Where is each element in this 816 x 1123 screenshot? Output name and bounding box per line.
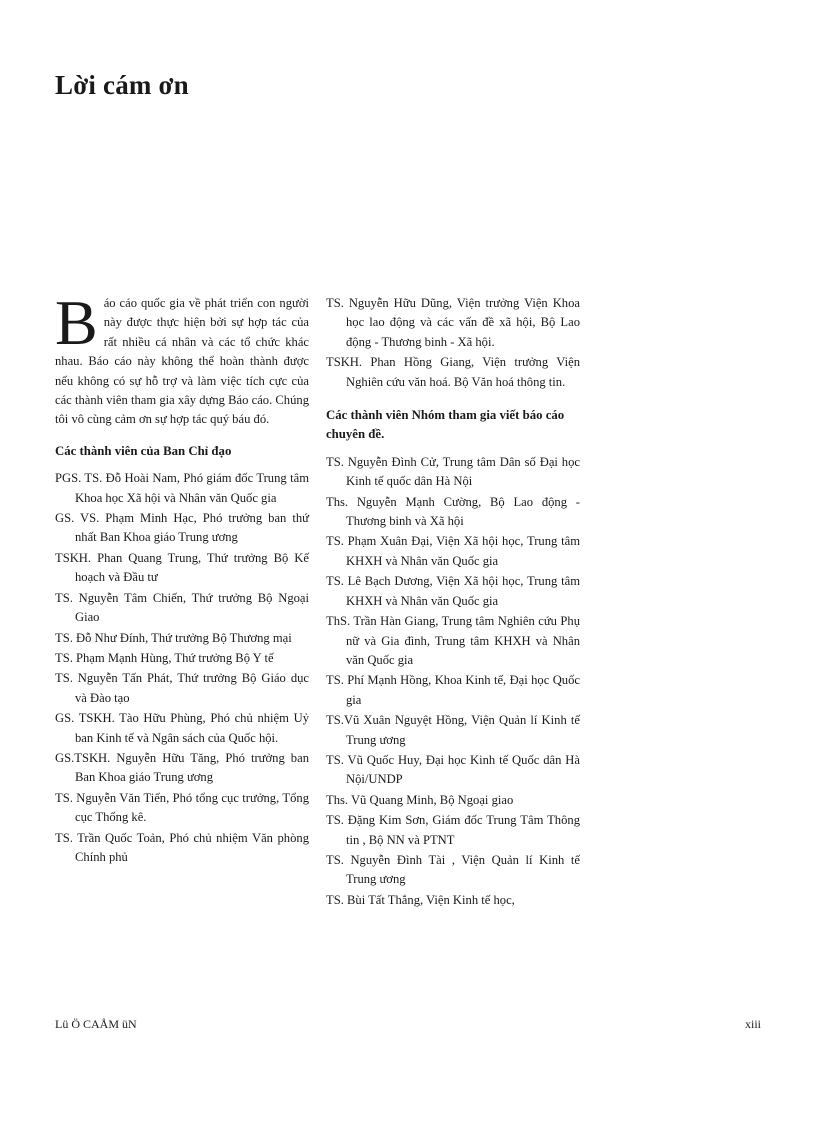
list-item: TS. Nguyễn Văn Tiến, Phó tổng cục trưởng, Tổng cục Thống kê. <box>55 790 309 825</box>
list-item: TS. Nguyễn Đình Tài , Viện Quản lí Kinh tế Trung ương <box>326 852 580 887</box>
list-item: TS. Phạm Xuân Đại, Viện Xã hội học, Trung tâm KHXH và Nhân văn Quốc gia <box>326 534 580 568</box>
steering-list-continued <box>326 294 580 392</box>
list-item: Ths. Nguyễn Mạnh Cường, Bộ Lao động - Thương binh và Xã hội <box>326 494 580 529</box>
steering-heading: Các thành viên của Ban Chỉ đạo <box>55 443 232 458</box>
page-title: Lời cám ơn <box>55 70 189 100</box>
steering-list <box>55 469 309 867</box>
list-item: TS. Lê Bạch Dương, Viện Xã hội học, Trung tâm KHXH và Nhân văn Quốc gia <box>326 574 580 608</box>
list-item: TS. Vũ Quốc Huy, Đại học Kinh tế Quốc dân Hà Nội/UNDP <box>326 752 580 787</box>
running-footer: Lü Ö CAÅM üN <box>55 1017 137 1031</box>
list-item: TS. Nguyễn Tấn Phát, Thứ trưởng Bộ Giáo dục và Đào tạo <box>55 671 309 705</box>
list-item: Ths. Vũ Quang Minh, Bộ Ngoại giao <box>326 792 514 807</box>
list-item: TSKH. Phan Quang Trung, Thứ trưởng Bộ Kế hoạch và Đầu tư <box>55 550 309 585</box>
list-item: TS.Vũ Xuân Nguyệt Hồng, Viện Quản lí Kinh tế Trung ương <box>326 713 580 747</box>
list-item: TS. Phạm Mạnh Hùng, Thứ trưởng Bộ Y tế <box>55 650 274 665</box>
writers-list <box>326 453 580 910</box>
page-number: xiii <box>744 1017 761 1031</box>
drop-cap: B <box>55 287 98 358</box>
list-item: GS. VS. Phạm Minh Hạc, Phó trưởng ban thứ nhất Ban Khoa giáo Trung ương <box>55 511 309 545</box>
list-item: TS. Bùi Tất Thắng, Viện Kinh tế học, <box>326 892 515 907</box>
list-item: TS. Phí Mạnh Hồng, Khoa Kinh tế, Đại học Quốc gia <box>326 673 580 707</box>
list-item: TSKH. Phan Hồng Giang, Viện trưởng Viện Nghiên cứu văn hoá. Bộ Văn hoá thông tin. <box>326 355 580 389</box>
list-item: TS. Nguyễn Đình Cử, Trung tâm Dân số Đại học Kinh tế quốc dân Hà Nội <box>326 454 580 489</box>
list-item: GS.TSKH. Nguyễn Hữu Tăng, Phó trưởng ban Ban Khoa giáo Trung ương <box>55 750 309 785</box>
list-item: ThS. Trần Hàn Giang, Trung tâm Nghiên cứu Phụ nữ và Gia đình, Trung tâm KHXH và Nhân văn Quốc gia <box>326 614 580 667</box>
list-item: GS. TSKH. Tào Hữu Phùng, Phó chủ nhiệm Uỷ ban Kinh tế và Ngân sách của Quốc hội. <box>55 711 309 745</box>
list-item: TS. Đặng Kim Sơn, Giám đốc Trung Tâm Thông tin , Bộ NN và PTNT <box>326 813 580 847</box>
right-column <box>326 294 580 911</box>
list-item: TS. Trần Quốc Toản, Phó chủ nhiệm Văn phòng Chính phủ <box>55 830 309 864</box>
list-item: TS. Đỗ Như Đính, Thứ trưởng Bộ Thương mại <box>55 630 292 645</box>
writers-heading: Các thành viên Nhóm tham gia viết báo cáo chuyên đề. <box>326 408 565 442</box>
left-column <box>55 287 309 868</box>
list-item: TS. Nguyễn Hữu Dũng, Viện trưởng Viện Khoa học lao động và các vấn đề xã hội, Bộ Lao động - Thương binh - Xã hội. <box>326 296 580 349</box>
list-item: TS. Nguyễn Tâm Chiến, Thứ trưởng Bộ Ngoại Giao <box>55 590 309 625</box>
intro-paragraph <box>55 287 309 430</box>
list-item: PGS. TS. Đỗ Hoài Nam, Phó giám đốc Trung tâm Khoa học Xã hội và Nhân văn Quốc gia <box>55 471 309 505</box>
intro-text: áo cáo quốc gia về phát triển con người này được thực hiện bởi sự hợp tác của rất nhiều cá nhân và các tổ chức khác nhau. Báo cáo này không thể hoàn thành được nếu không có sự hỗ trợ và làm việc tích cực của các thành viên tham gia xây dựng Báo cáo. Chúng tôi vô cùng cảm ơn sự hợp tác quý báu đó. <box>55 296 309 427</box>
